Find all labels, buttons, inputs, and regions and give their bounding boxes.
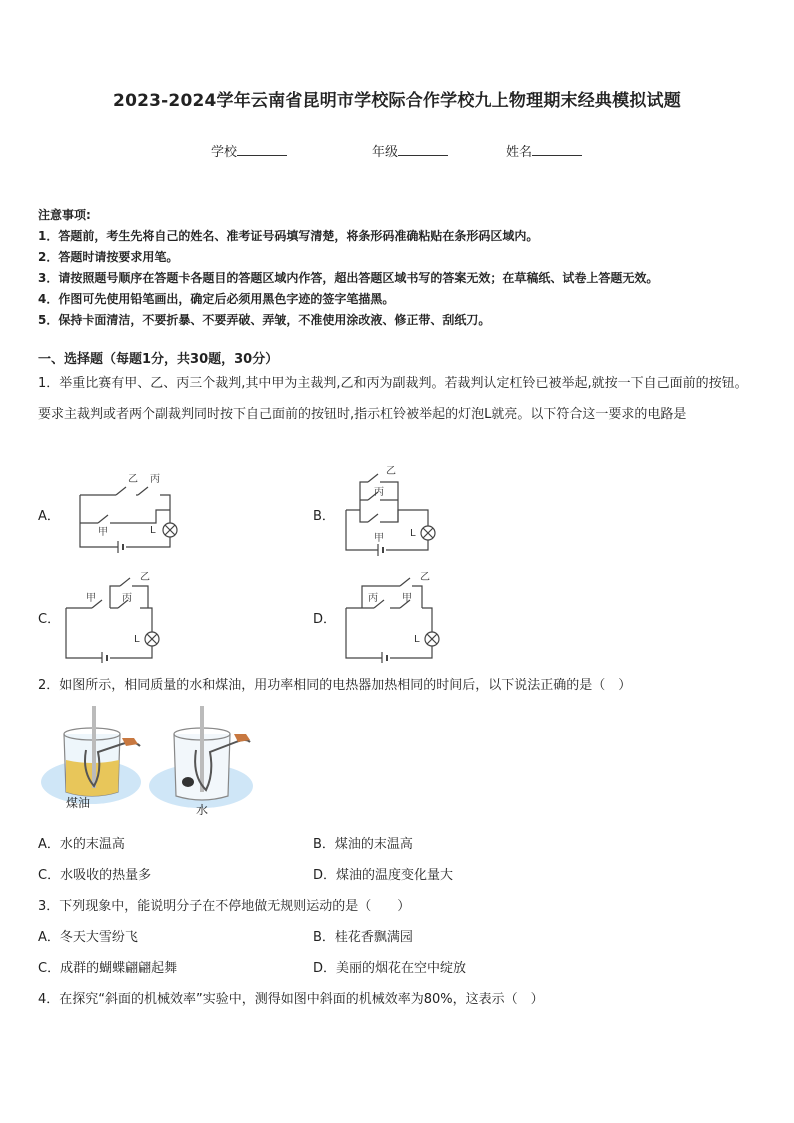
q3-option-a[interactable]: A．冬天大雪纷飞 <box>38 930 138 945</box>
q3-option-d[interactable]: D．美丽的烟花在空中绽放 <box>313 961 467 976</box>
switch-label-bing: 丙 <box>368 593 378 604</box>
switch-label-jia: 甲 <box>402 593 412 604</box>
q1-option-d-label: D． <box>313 612 337 627</box>
notes-item: 3．请按照题号顺序在答题卡各题目的答题区域内作答，超出答题区域书写的答案无效；在草稿纸、试卷上答题无效。 <box>38 271 659 285</box>
switch-label-jia: 甲 <box>86 593 96 604</box>
switch-label-yi: 乙 <box>140 572 150 583</box>
q3-option-c[interactable]: C．成群的蝴蝶翩翩起舞 <box>38 961 178 976</box>
notes-heading: 注意事项: <box>38 208 91 222</box>
lamp-label: L <box>134 634 140 645</box>
q2-option-c[interactable]: C．水吸收的热量多 <box>38 868 152 883</box>
school-label: 学校 <box>211 145 238 160</box>
switch-label-yi: 乙 <box>420 572 430 583</box>
name-blank <box>532 143 582 156</box>
switch-label-yi: 乙 <box>386 466 396 477</box>
caption-oil: 煤油 <box>66 796 91 810</box>
notes-block <box>38 205 658 331</box>
lamp-label: L <box>410 528 416 539</box>
circuit-diagram-a <box>70 465 190 555</box>
question-4-text: 4．在探究“斜面的机械效率”实验中，测得如图中斜面的机械效率为80%，这表示（ ） <box>38 992 544 1007</box>
name-field <box>506 141 582 160</box>
section-heading: 一、选择题（每题1分，共30题，30分） <box>38 352 279 367</box>
circuit-diagram-d <box>340 568 450 663</box>
school-blank <box>237 143 287 156</box>
question-2-text: 2．如图所示，相同质量的水和煤油，用功率相同的电热器加热相同的时间后，以下说法正确的是（ ） <box>38 678 632 693</box>
notes-item: 4．作图可先使用铅笔画出，确定后必须用黑色字迹的签字笔描黑。 <box>38 292 395 306</box>
switch-label-bing: 丙 <box>150 474 160 485</box>
question-1-text: 1．举重比赛有甲、乙、丙三个裁判,其中甲为主裁判,乙和丙为副裁判。若裁判认定杠铃已被举起,就按一下自己面前的按钮。要求主裁判或者两个副裁判同时按下自己面前的按钮时,指示杠铃被举起的灯泡L就亮。以下符合这一要求的电路是 <box>38 376 748 422</box>
caption-water: 水 <box>196 803 209 817</box>
switch-label-jia: 甲 <box>374 533 384 544</box>
switch-label-bing: 丙 <box>122 593 132 604</box>
school-field <box>211 141 287 160</box>
q2-option-b[interactable]: B．煤油的末温高 <box>313 837 413 852</box>
grade-label: 年级 <box>372 145 399 160</box>
switch-label-jia: 甲 <box>98 527 108 538</box>
grade-field <box>372 141 448 160</box>
notes-item: 1．答题前，考生先将自己的姓名、准考证号码填写清楚，将条形码准确粘贴在条形码区域内。 <box>38 229 539 243</box>
q2-option-a[interactable]: A．水的末温高 <box>38 837 125 852</box>
page-title: 2023-2024学年云南省昆明市学校际合作学校九上物理期末经典模拟试题 <box>113 91 681 111</box>
circuit-diagram-c <box>60 568 170 663</box>
notes-item: 5．保持卡面清洁，不要折暴、不要弄破、弄皱，不准使用涂改液、修正带、刮纸刀。 <box>38 313 491 327</box>
grade-blank <box>398 143 448 156</box>
switch-label-bing: 丙 <box>374 487 384 498</box>
name-label: 姓名 <box>506 145 533 160</box>
q1-option-b-label: B． <box>313 509 335 524</box>
q1-option-c-label: C． <box>38 612 61 627</box>
notes-item: 2．答题时请按要求用笔。 <box>38 250 179 264</box>
lamp-label: L <box>150 525 156 536</box>
q1-option-a-label: A． <box>38 509 60 524</box>
lamp-label: L <box>414 634 420 645</box>
q3-option-b[interactable]: B．桂花香飘满园 <box>313 930 413 945</box>
q2-option-d[interactable]: D．煤油的温度变化量大 <box>313 868 454 883</box>
circuit-diagram-b <box>338 462 448 557</box>
question-3-text: 3．下列现象中，能说明分子在不停地做无规则运动的是（ ） <box>38 899 411 914</box>
switch-label-yi: 乙 <box>128 474 138 485</box>
